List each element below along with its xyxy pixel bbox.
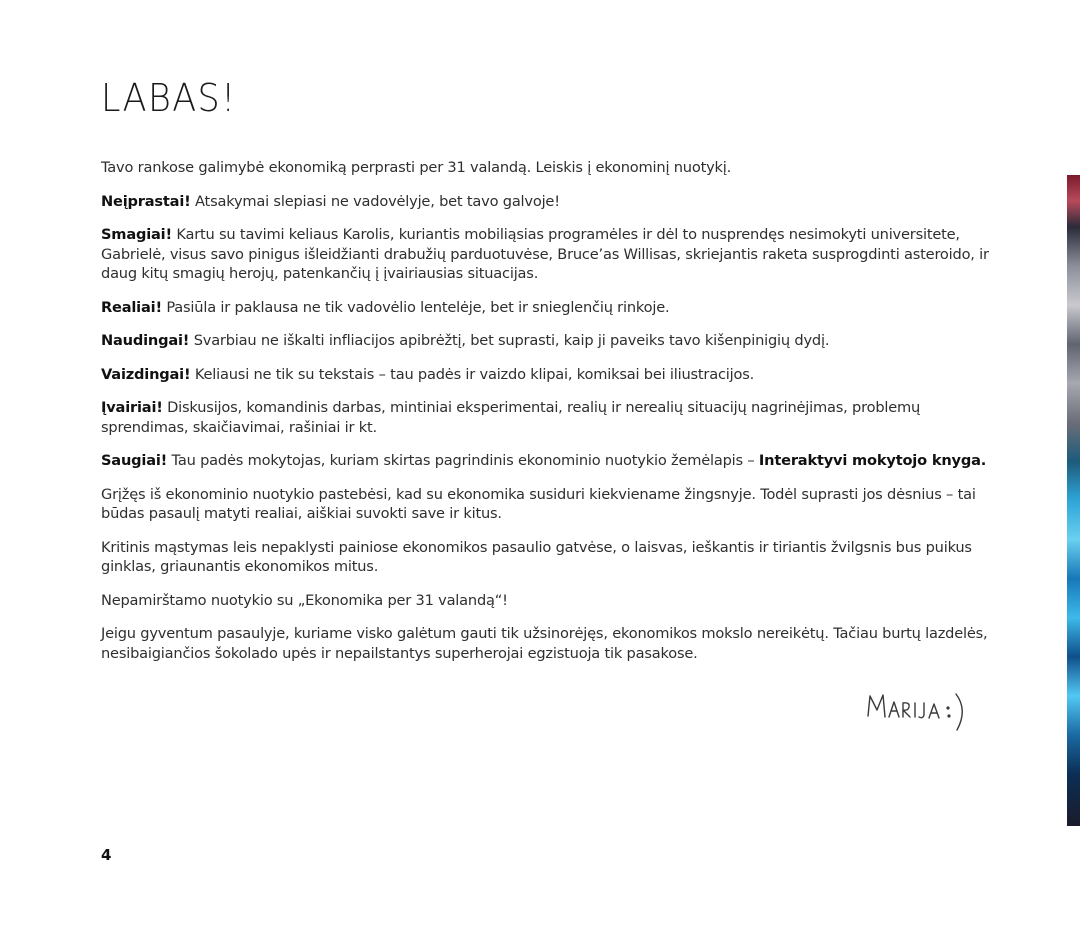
paragraph bbox=[101, 624, 1011, 663]
paragraph-text: Diskusijos, komandinis darbas, mintiniai eksperimentai, realių ir nerealių situacijų nagrinėjimas, problemų sprendimas, skaičiavimai, rašiniai ir kt. bbox=[101, 399, 921, 436]
edge-photo-strip bbox=[1067, 175, 1080, 826]
paragraph bbox=[101, 298, 1011, 318]
intro-text bbox=[101, 158, 1011, 677]
paragraph-text: Kritinis mąstymas leis nepaklysti painiose ekonomikos pasaulio gatvėse, o laisvas, ieškantis ir tiriantis žvilgsnis bus puikus ginklas, griaunantis ekonomikos mitus. bbox=[101, 538, 972, 575]
paragraph-text: Keliausi ne tik su tekstais – tau padės ir vaizdo klipai, komiksai bei iliustracijos. bbox=[190, 365, 755, 383]
paragraph-text: Svarbiau ne iškalti infliacijos apibrėžtį, bet suprasti, kaip ji paveiks tavo kišenpinigių dydį. bbox=[189, 332, 830, 349]
paragraph bbox=[101, 591, 1011, 611]
paragraph bbox=[101, 398, 1011, 437]
paragraph-text: Kartu su tavimi keliaus Karolis, kuriantis mobiliąsias programėles ir dėl to nusprendęs nesimokyti universitete, Gabrielė, visus savo pinigus išleidžianti drabužių parduotuvėse, Bruce’as Willisas, skriejantis raketa susprogdinti asteroido, ir daug kitų smagių herojų, patenkančių į įvairiausias situacijas. bbox=[101, 226, 989, 282]
page-title: LABAS! bbox=[101, 76, 237, 120]
paragraph bbox=[101, 485, 1011, 524]
paragraph-lead: Realiai! bbox=[101, 298, 162, 316]
paragraph-text: Grįžęs iš ekonominio nuotykio pastebėsi, kad su ekonomika susiduri kiekviename žingsnyje. Todėl suprasti jos dėsnius – tai būdas pasaulį matyti realiai, aiškiai suvokti save ir kitus. bbox=[101, 485, 976, 522]
paragraph bbox=[101, 158, 1011, 178]
paragraph-text: Tau padės mokytojas, kuriam skirtas pagrindinis ekonominio nuotykio žemėlapis – bbox=[167, 452, 759, 469]
paragraph-lead: Įvairiai! bbox=[101, 399, 163, 416]
paragraph-lead: Naudingai! bbox=[101, 332, 190, 349]
paragraph-lead: Saugiai! bbox=[101, 452, 168, 469]
paragraph bbox=[101, 192, 1011, 212]
page-number: 4 bbox=[101, 846, 112, 864]
teacher-book-title: Interaktyvi mokytojo knyga. bbox=[758, 452, 987, 469]
paragraph-lead: Smagiai! bbox=[101, 226, 172, 243]
paragraph bbox=[101, 225, 1011, 284]
paragraph bbox=[101, 331, 1011, 351]
paragraph-lead: Neįprastai! bbox=[101, 192, 191, 210]
paragraph-text: Nepamirštamo nuotykio su „Ekonomika per 31 valandą“! bbox=[101, 591, 508, 609]
paragraph-text: Atsakymai slepiasi ne vadovėlyje, bet tavo galvoje! bbox=[190, 192, 560, 210]
paragraph-lead: Vaizdingai! bbox=[101, 365, 191, 383]
handwritten-signature bbox=[864, 686, 984, 736]
paragraph-text: Tavo rankose galimybė ekonomiką perprasti per 31 valandą. Leiskis į ekonominį nuotykį. bbox=[101, 159, 732, 176]
paragraph bbox=[101, 538, 1011, 577]
paragraph-text: Jeigu gyventum pasaulyje, kuriame visko galėtum gauti tik užsinorėjęs, ekonomikos mokslo nereikėtų. Tačiau burtų lazdelės, nesibaigiančios šokolado upės ir nepailstantys superherojai egzistuoja tik pasakose. bbox=[101, 625, 988, 662]
paragraph bbox=[101, 451, 1011, 471]
paragraph-text: Pasiūla ir paklausa ne tik vadovėlio lentelėje, bet ir snieglenčių rinkoje. bbox=[161, 298, 670, 316]
paragraph bbox=[101, 365, 1011, 385]
